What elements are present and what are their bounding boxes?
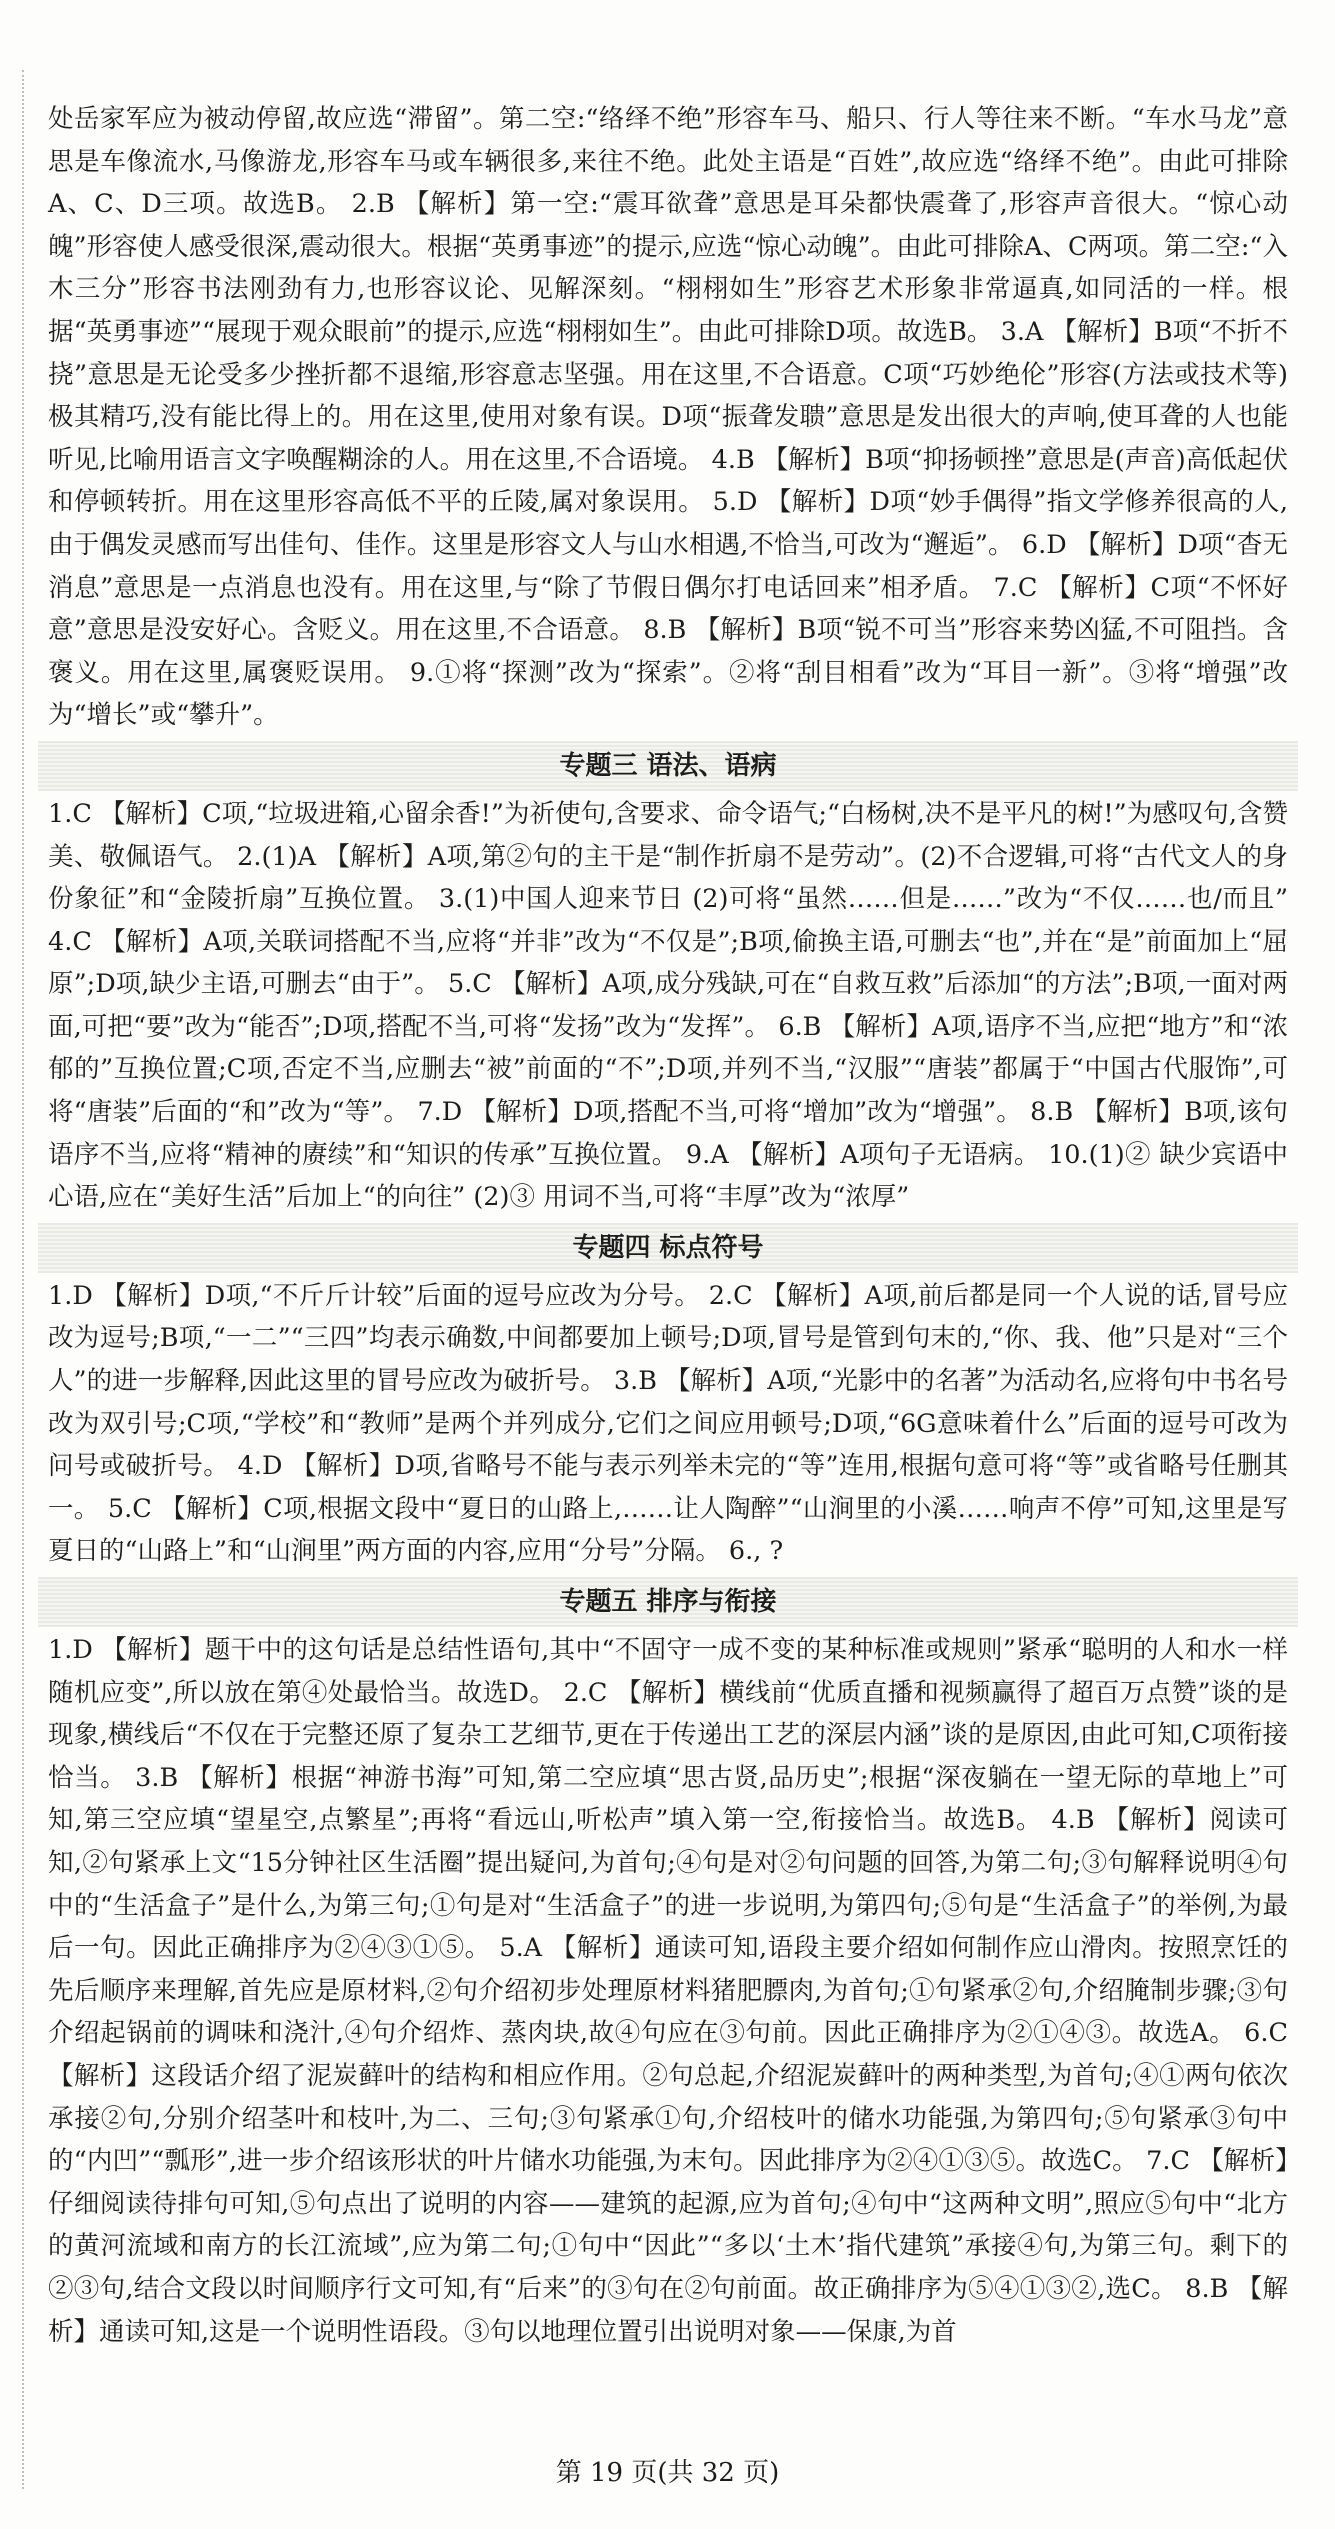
page-number-footer: 第 19 页(共 32 页)	[555, 2458, 780, 2488]
section5-heading: 专题五 排序与衔接	[38, 1577, 1298, 1627]
binding-margin-rule	[22, 70, 24, 2489]
section4-heading: 专题四 标点符号	[38, 1223, 1298, 1273]
section2-continuation: 处岳家军应为被动停留,故应选“滞留”。第二空:“络绎不绝”形容车马、船只、行人等往来不断。“车水马龙”意思是车像流水,马像游龙,形容车马或车辆很多,来往不绝。此处主语是“百姓”,故应选“络绎不绝”。由此可排除A、C、D三项。故选B。 2.B 【解析】第一空:“震耳欲聋”意思是耳朵都快震聋了,形容声音很大。“惊心动魄”形容使人感受很深,震动很大。根据“英勇事迹”的提示,应选“惊心动魄”。由此可排除A、C两项。第二空:“入木三分”形容书法刚劲有力,也形容议论、见解深刻。“栩栩如生”形容艺术形象非常逼真,如同活的一样。根据“英勇事迹”“展现于观众眼前”的提示,应选“栩栩如生”。由此可排除D项。故选B。 3.A 【解析】B项“不折不挠”意思是无论受多少挫折都不退缩,形容意志坚强。用在这里,不合语意。C项“巧妙绝伦”形容(方法或技术等)极其精巧,没有能比得上的。用在这里,使用对象有误。D项“振聋发聩”意思是发出很大的声响,使耳聋的人也能听见,比喻用语言文字唤醒糊涂的人。用在这里,不合语境。 4.B 【解析】B项“抑扬顿挫”意思是(声音)高低起伏和停顿转折。用在这里形容高低不平的丘陵,属对象误用。 5.D 【解析】D项“妙手偶得”指文学修养很高的人,由于偶发灵感而写出佳句、佳作。这里是形容文人与山水相遇,不恰当,可改为“邂逅”。 6.D 【解析】D项“杳无消息”意思是一点消息也没有。用在这里,与“除了节假日偶尔打电话回来”相矛盾。 7.C 【解析】C项“不怀好意”意思是没安好心。含贬义。用在这里,不合语意。 8.B 【解析】B项“锐不可当”形容来势凶猛,不可阻挡。含褒义。用在这里,属褒贬误用。 9.①将“探测”改为“探索”。②将“刮目相看”改为“耳目一新”。③将“增强”改为“增长”或“攀升”。	[48, 104, 1288, 731]
section4-answers: 1.D 【解析】D项,“不斤斤计较”后面的逗号应改为分号。 2.C 【解析】A项,前后都是同一个人说的话,冒号应改为逗号;B项,“一二”“三四”均表示确数,中间都要加上顿号;D项,冒号是管到句末的,“你、我、他”只是对“三个人”的进一步解释,因此这里的冒号应改为破折号。 3.B 【解析】A项,“光影中的名著”为活动名,应将句中书名号改为双引号;C项,“学校”和“教师”是两个并列成分,它们之间应用顿号;D项,“6G意味着什么”后面的逗号可改为问号或破折号。 4.D 【解析】D项,省略号不能与表示列举未完的“等”连用,根据句意可将“等”或省略号任删其一。 5.C 【解析】C项,根据文段中“夏日的山路上,……让人陶醉”“山涧里的小溪……响声不停”可知,这里是写夏日的“山路上”和“山涧里”两方面的内容,应用“分号”分隔。 6., ?	[48, 1280, 1288, 1567]
section3-answers: 1.C 【解析】C项,“垃圾进箱,心留余香!”为祈使句,含要求、命令语气;“白杨树,决不是平凡的树!”为感叹句,含赞美、敬佩语气。 2.(1)A 【解析】A项,第②句的主干是“制作折扇不是劳动”。(2)不合逻辑,可将“古代文人的身份象征”和“金陵折扇”互换位置。 3.(1)中国人迎来节日 (2)可将“虽然……但是……”改为“不仅……也/而且” 4.C 【解析】A项,关联词搭配不当,应将“并非”改为“不仅是”;B项,偷换主语,可删去“也”,并在“是”前面加上“屈原”;D项,缺少主语,可删去“由于”。 5.C 【解析】A项,成分残缺,可在“自救互救”后添加“的方法”;B项,一面对两面,可把“要”改为“能否”;D项,搭配不当,可将“发扬”改为“发挥”。 6.B 【解析】A项,语序不当,应把“地方”和“浓郁的”互换位置;C项,否定不当,应删去“被”前面的“不”;D项,并列不当,“汉服”“唐装”都属于“中国古代服饰”,可将“唐装”后面的“和”改为“等”。 7.D 【解析】D项,搭配不当,可将“增加”改为“增强”。 8.B 【解析】B项,该句语序不当,应将“精神的赓续”和“知识的传承”互换位置。 9.A 【解析】A项句子无语病。 10.(1)② 缺少宾语中心语,应在“美好生活”后加上“的向往” (2)③ 用词不当,可将“丰厚”改为“浓厚”	[48, 798, 1288, 1213]
section3-heading: 专题三 语法、语病	[38, 741, 1298, 791]
answer-page	[48, 98, 1288, 2353]
section5-answers: 1.D 【解析】题干中的这句话是总结性语句,其中“不固守一成不变的某种标准或规则”紧承“聪明的人和水一样随机应变”,所以放在第④处最恰当。故选D。 2.C 【解析】横线前“优质直播和视频赢得了超百万点赞”谈的是现象,横线后“不仅在于完整还原了复杂工艺细节,更在于传递出工艺的深层内涵”谈的是原因,由此可知,C项衔接恰当。 3.B 【解析】根据“神游书海”可知,第二空应填“思古贤,品历史”;根据“深夜躺在一望无际的草地上”可知,第三空应填“望星空,点繁星”;再将“看远山,听松声”填入第一空,衔接恰当。故选B。 4.B 【解析】阅读可知,②句紧承上文“15分钟社区生活圈”提出疑问,为首句;④句是对②句问题的回答,为第二句;③句解释说明④句中的“生活盒子”是什么,为第三句;①句是对“生活盒子”的进一步说明,为第四句;⑤句是“生活盒子”的举例,为最后一句。因此正确排序为②④③①⑤。 5.A 【解析】通读可知,语段主要介绍如何制作应山滑肉。按照烹饪的先后顺序来理解,首先应是原材料,②句介绍初步处理原材料猪肥膘肉,为首句;①句紧承②句,介绍腌制步骤;③句介绍起锅前的调味和浇汁,④句介绍炸、蒸肉块,故④句应在③句前。因此正确排序为②①④③。故选A。 6.C 【解析】这段话介绍了泥炭藓叶的结构和相应作用。②句总起,介绍泥炭藓叶的两种类型,为首句;④①两句依次承接②句,分别介绍茎叶和枝叶,为二、三句;③句紧承①句,介绍枝叶的储水功能强,为第四句;⑤句紧承③句中的“内凹”“瓢形”,进一步介绍该形状的叶片储水功能强,为末句。因此排序为②④①③⑤。故选C。 7.C 【解析】仔细阅读待排句可知,⑤句点出了说明的内容——建筑的起源,应为首句;④句中“这两种文明”,照应⑤句中“北方的黄河流域和南方的长江流域”,应为第二句;①句中“因此”“多以‘土木’指代建筑”承接④句,为第三句。剩下的②③句,结合文段以时间顺序行文可知,有“后来”的③句在②句前面。故正确排序为⑤④①③②,选C。 8.B 【解析】通读可知,这是一个说明性语段。③句以地理位置引出说明对象——保康,为首	[48, 1635, 1288, 2347]
